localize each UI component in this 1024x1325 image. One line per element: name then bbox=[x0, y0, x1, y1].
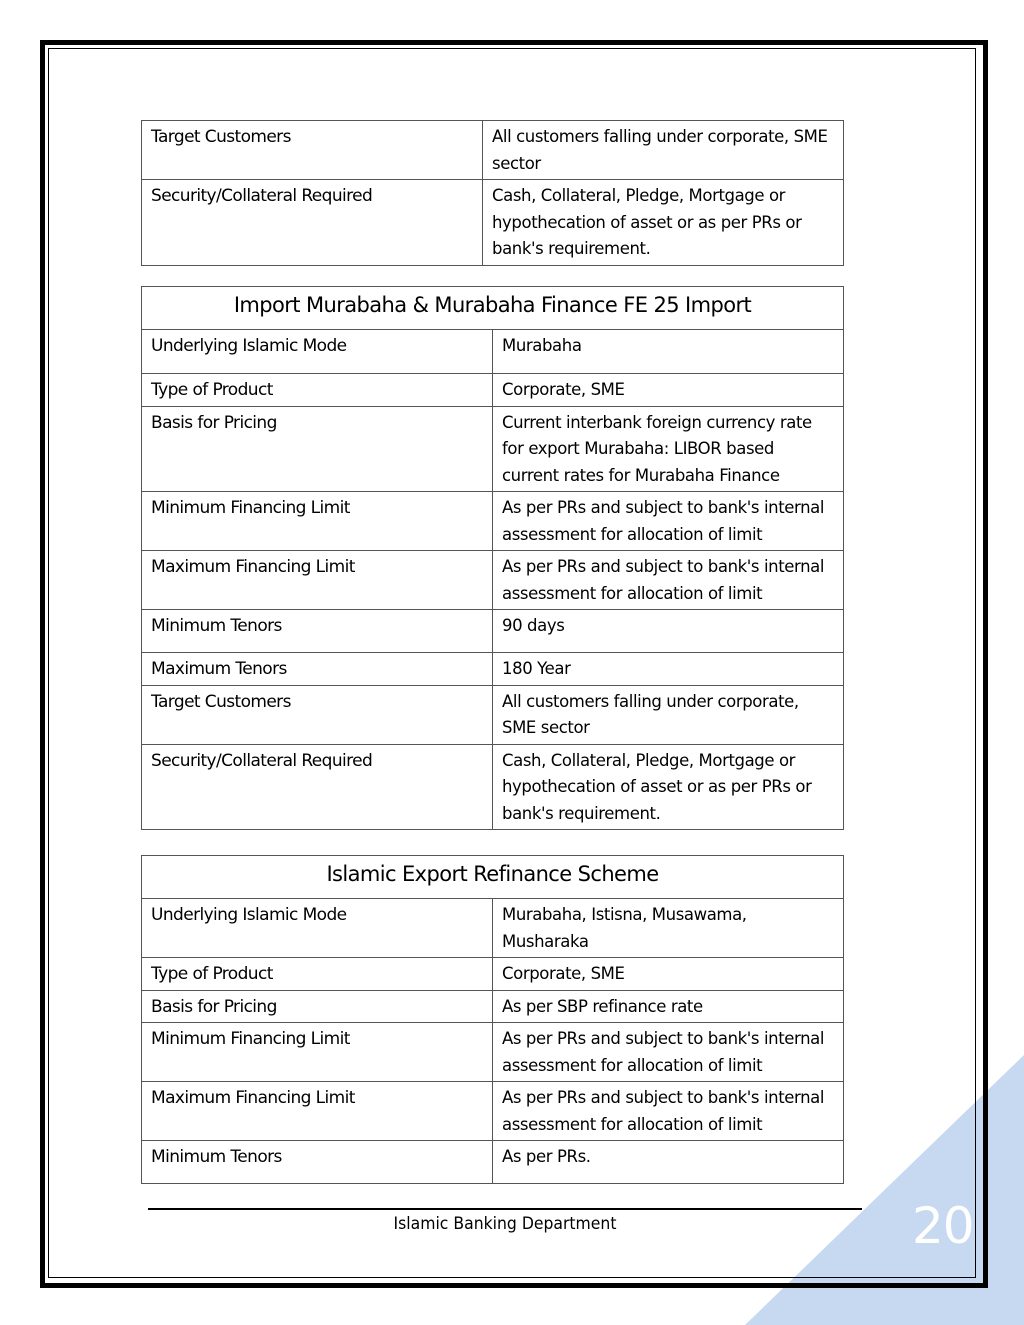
table-row bbox=[142, 121, 844, 180]
collateral-table bbox=[141, 120, 844, 266]
table-row bbox=[142, 744, 844, 830]
table-row bbox=[142, 610, 844, 653]
row-label: Basis for Pricing bbox=[142, 990, 493, 1023]
row-value: Murabaha bbox=[493, 330, 844, 374]
table-row bbox=[142, 1023, 844, 1082]
row-label: Maximum Financing Limit bbox=[142, 1082, 493, 1141]
table-title: Islamic Export Refinance Scheme bbox=[142, 856, 844, 899]
table-row bbox=[142, 406, 844, 492]
row-label: Target Customers bbox=[142, 121, 483, 180]
row-label: Type of Product bbox=[142, 958, 493, 991]
row-value: 180 Year bbox=[493, 653, 844, 686]
row-value: All customers falling under corporate, SME sector bbox=[493, 685, 844, 744]
row-label: Target Customers bbox=[142, 685, 493, 744]
row-value: As per PRs and subject to bank's internal assessment for allocation of limit bbox=[493, 1082, 844, 1141]
row-value: As per PRs. bbox=[493, 1141, 844, 1184]
page-number: 20 bbox=[912, 1197, 974, 1255]
table-title-row bbox=[142, 287, 844, 330]
table-row bbox=[142, 958, 844, 991]
table-row bbox=[142, 685, 844, 744]
table-row bbox=[142, 330, 844, 374]
footer-department: Islamic Banking Department bbox=[393, 1214, 617, 1234]
table-row bbox=[142, 492, 844, 551]
row-label: Security/Collateral Required bbox=[142, 180, 483, 266]
row-label: Maximum Financing Limit bbox=[142, 551, 493, 610]
row-value: 90 days bbox=[493, 610, 844, 653]
row-label: Minimum Financing Limit bbox=[142, 492, 493, 551]
table-row bbox=[142, 551, 844, 610]
row-value: As per PRs and subject to bank's internal assessment for allocation of limit bbox=[493, 492, 844, 551]
table-title: Import Murabaha & Murabaha Finance FE 25 Import bbox=[142, 287, 844, 330]
row-label: Maximum Tenors bbox=[142, 653, 493, 686]
row-label: Minimum Tenors bbox=[142, 610, 493, 653]
table-row bbox=[142, 990, 844, 1023]
row-label: Security/Collateral Required bbox=[142, 744, 493, 830]
footer-rule bbox=[148, 1208, 862, 1210]
row-value: Corporate, SME bbox=[493, 958, 844, 991]
row-label: Basis for Pricing bbox=[142, 406, 493, 492]
row-value: Current interbank foreign currency rate for export Murabaha: LIBOR based current rates for Murabaha Finance bbox=[493, 406, 844, 492]
row-value: As per PRs and subject to bank's internal assessment for allocation of limit bbox=[493, 551, 844, 610]
import-murabaha-table bbox=[141, 286, 844, 830]
table-row bbox=[142, 653, 844, 686]
row-value: As per SBP refinance rate bbox=[493, 990, 844, 1023]
table-row bbox=[142, 1082, 844, 1141]
row-value: Cash, Collateral, Pledge, Mortgage or hypothecation of asset or as per PRs or bank's requirement. bbox=[493, 744, 844, 830]
row-label: Underlying Islamic Mode bbox=[142, 899, 493, 958]
row-label: Underlying Islamic Mode bbox=[142, 330, 493, 374]
row-value: Cash, Collateral, Pledge, Mortgage or hypothecation of asset or as per PRs or bank's requirement. bbox=[483, 180, 844, 266]
row-value: All customers falling under corporate, SME sector bbox=[483, 121, 844, 180]
row-value: Murabaha, Istisna, Musawama, Musharaka bbox=[493, 899, 844, 958]
row-label: Minimum Financing Limit bbox=[142, 1023, 493, 1082]
table-row bbox=[142, 180, 844, 266]
table-title-row bbox=[142, 856, 844, 899]
row-label: Type of Product bbox=[142, 374, 493, 407]
table-row bbox=[142, 374, 844, 407]
table-row bbox=[142, 899, 844, 958]
row-value: As per PRs and subject to bank's internal assessment for allocation of limit bbox=[493, 1023, 844, 1082]
export-refinance-table bbox=[141, 855, 844, 1184]
row-value: Corporate, SME bbox=[493, 374, 844, 407]
table-row bbox=[142, 1141, 844, 1184]
row-label: Minimum Tenors bbox=[142, 1141, 493, 1184]
